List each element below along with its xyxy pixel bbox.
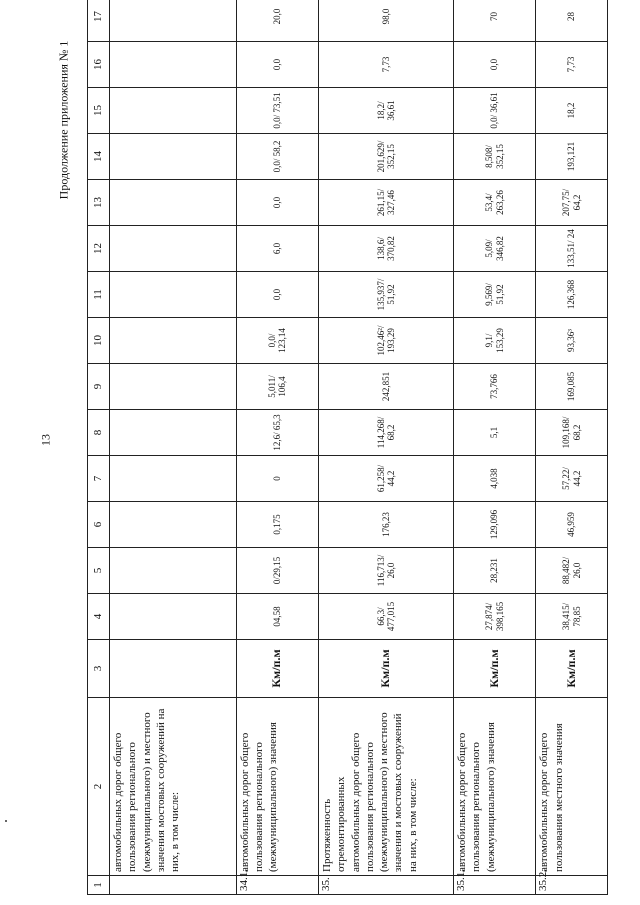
table-row xyxy=(318,0,453,895)
value-cell: 169,085 xyxy=(536,364,608,410)
value-cell: 0,0/ 58,2 xyxy=(236,134,318,180)
value-cell xyxy=(110,410,237,456)
table-row xyxy=(536,0,608,895)
value-cell xyxy=(110,134,237,180)
indicators-table xyxy=(87,0,608,895)
continuation-caption: Продолжение приложения № 1 xyxy=(56,40,71,200)
value-cell: 109,168/ 68,2 xyxy=(536,410,608,456)
value-cell: 0/29,15 xyxy=(236,548,318,594)
value-cell: 38,415/ 78,85 xyxy=(536,594,608,640)
value-cell: 5,09/ 346,82 xyxy=(453,226,535,272)
value-cell: 7,73 xyxy=(536,42,608,88)
column-number-cell: 11 xyxy=(88,272,110,318)
indicator-name-cell: автомобильных дорог общего пользования регионального (межмуниципального) и местного значения мостовых сооружений на них, в том числе: xyxy=(110,698,237,876)
value-cell: 102,46²/ 193,29 xyxy=(318,318,453,364)
value-cell: 0 xyxy=(236,456,318,502)
column-number-cell: 13 xyxy=(88,180,110,226)
column-number-cell: 9 xyxy=(88,364,110,410)
value-cell: 261,15/ 327,46 xyxy=(318,180,453,226)
scan-speck xyxy=(5,820,7,822)
value-cell xyxy=(110,272,237,318)
value-cell: 201,629/ 352,15 xyxy=(318,134,453,180)
value-cell xyxy=(110,88,237,134)
column-number-row xyxy=(88,0,110,895)
value-cell xyxy=(110,594,237,640)
indicator-name-cell: Протяженность отремонтированных автомобильных дорог общего пользования регионального (межмуниципального) и местного значения и мостовых сооружений на них, в том числе: xyxy=(318,698,453,876)
value-cell xyxy=(110,502,237,548)
value-cell: 93,36³ xyxy=(536,318,608,364)
value-cell: 193,121 xyxy=(536,134,608,180)
value-cell: 66,3/ 477,015 xyxy=(318,594,453,640)
value-cell: 12,6/ 65,3 xyxy=(236,410,318,456)
indicator-name-cell: автомобильных дорог общего пользования регионального (межмуниципального) значения xyxy=(236,698,318,876)
table-row xyxy=(110,0,237,895)
table-area xyxy=(87,8,608,895)
column-number-cell: 4 xyxy=(88,594,110,640)
value-cell: 73,766 xyxy=(453,364,535,410)
value-cell: 8,508/ 352,15 xyxy=(453,134,535,180)
value-cell: 0,0 xyxy=(236,42,318,88)
value-cell: 0,0/ 73,51 xyxy=(236,88,318,134)
indicator-name-cell: автомобильных дорог общего пользования местного значения xyxy=(536,698,608,876)
unit-cell: Км/п.м xyxy=(453,640,535,698)
unit-cell: Км/п.м xyxy=(318,640,453,698)
unit-cell: Км/п.м xyxy=(536,640,608,698)
column-number-cell: 8 xyxy=(88,410,110,456)
row-number-cell xyxy=(110,876,237,895)
value-cell: 9,569/ 51,92 xyxy=(453,272,535,318)
value-cell: 53,4/ 263,26 xyxy=(453,180,535,226)
rotated-table-frame xyxy=(87,8,608,895)
value-cell: 28 xyxy=(536,0,608,42)
row-number-cell: 35. xyxy=(318,876,453,895)
value-cell: 61,258/ 44,2 xyxy=(318,456,453,502)
value-cell: 0,0 xyxy=(236,272,318,318)
unit-cell xyxy=(110,640,237,698)
value-cell xyxy=(110,180,237,226)
row-number-cell: 35.1. xyxy=(453,876,535,895)
value-cell: 18,2/ 36,61 xyxy=(318,88,453,134)
column-number-cell: 7 xyxy=(88,456,110,502)
table-row xyxy=(453,0,535,895)
column-number-cell: 1 xyxy=(88,876,110,895)
value-cell xyxy=(110,42,237,88)
value-cell: 0,0 xyxy=(453,42,535,88)
value-cell: 7,73 xyxy=(318,42,453,88)
value-cell: 0,175 xyxy=(236,502,318,548)
value-cell: 57,22/ 44,2 xyxy=(536,456,608,502)
value-cell: 27,874/ 398,165 xyxy=(453,594,535,640)
value-cell: 70 xyxy=(453,0,535,42)
value-cell: 114,268/ 68,2 xyxy=(318,410,453,456)
column-number-cell: 6 xyxy=(88,502,110,548)
value-cell: 0,0 xyxy=(236,180,318,226)
value-cell xyxy=(110,226,237,272)
column-number-cell: 14 xyxy=(88,134,110,180)
column-number-cell: 3 xyxy=(88,640,110,698)
value-cell: 207,75/ 64,2 xyxy=(536,180,608,226)
column-number-cell: 10 xyxy=(88,318,110,364)
column-number-cell: 12 xyxy=(88,226,110,272)
value-cell: 6,0 xyxy=(236,226,318,272)
column-number-cell: 5 xyxy=(88,548,110,594)
value-cell: 138,6/ 370,82 xyxy=(318,226,453,272)
row-number-cell: 35.2. xyxy=(536,876,608,895)
value-cell xyxy=(110,0,237,42)
value-cell xyxy=(110,364,237,410)
value-cell: 5,011/ 106,4 xyxy=(236,364,318,410)
column-number-cell: 17 xyxy=(88,0,110,42)
row-number-cell: 34.1. xyxy=(236,876,318,895)
value-cell: 126,368 xyxy=(536,272,608,318)
value-cell: 28,231 xyxy=(453,548,535,594)
value-cell: 98,0 xyxy=(318,0,453,42)
value-cell: 0,0/ 36,61 xyxy=(453,88,535,134)
value-cell: 46,959 xyxy=(536,502,608,548)
page-number: 13 xyxy=(38,434,53,446)
value-cell: 88,482/ 26,0 xyxy=(536,548,608,594)
column-number-cell: 2 xyxy=(88,698,110,876)
indicator-name-cell: автомобильных дорог общего пользования регионального (межмуниципального) значения xyxy=(453,698,535,876)
table-row xyxy=(236,0,318,895)
value-cell: 5,1 xyxy=(453,410,535,456)
value-cell xyxy=(110,456,237,502)
value-cell: 242,851 xyxy=(318,364,453,410)
value-cell: 20,0 xyxy=(236,0,318,42)
value-cell: 116,713/ 26,0 xyxy=(318,548,453,594)
value-cell: 129,096 xyxy=(453,502,535,548)
value-cell xyxy=(110,548,237,594)
column-number-cell: 16 xyxy=(88,42,110,88)
column-number-cell: 15 xyxy=(88,88,110,134)
value-cell: 133,51/ 24 xyxy=(536,226,608,272)
value-cell: 0,0/ 123,14 xyxy=(236,318,318,364)
value-cell xyxy=(110,318,237,364)
value-cell: 176,23 xyxy=(318,502,453,548)
unit-cell: Км/п.м xyxy=(236,640,318,698)
value-cell: 04,58 xyxy=(236,594,318,640)
value-cell: 9,1/ 153,29 xyxy=(453,318,535,364)
value-cell: 18,2 xyxy=(536,88,608,134)
value-cell: 135,937/ 51,92 xyxy=(318,272,453,318)
value-cell: 4,038 xyxy=(453,456,535,502)
